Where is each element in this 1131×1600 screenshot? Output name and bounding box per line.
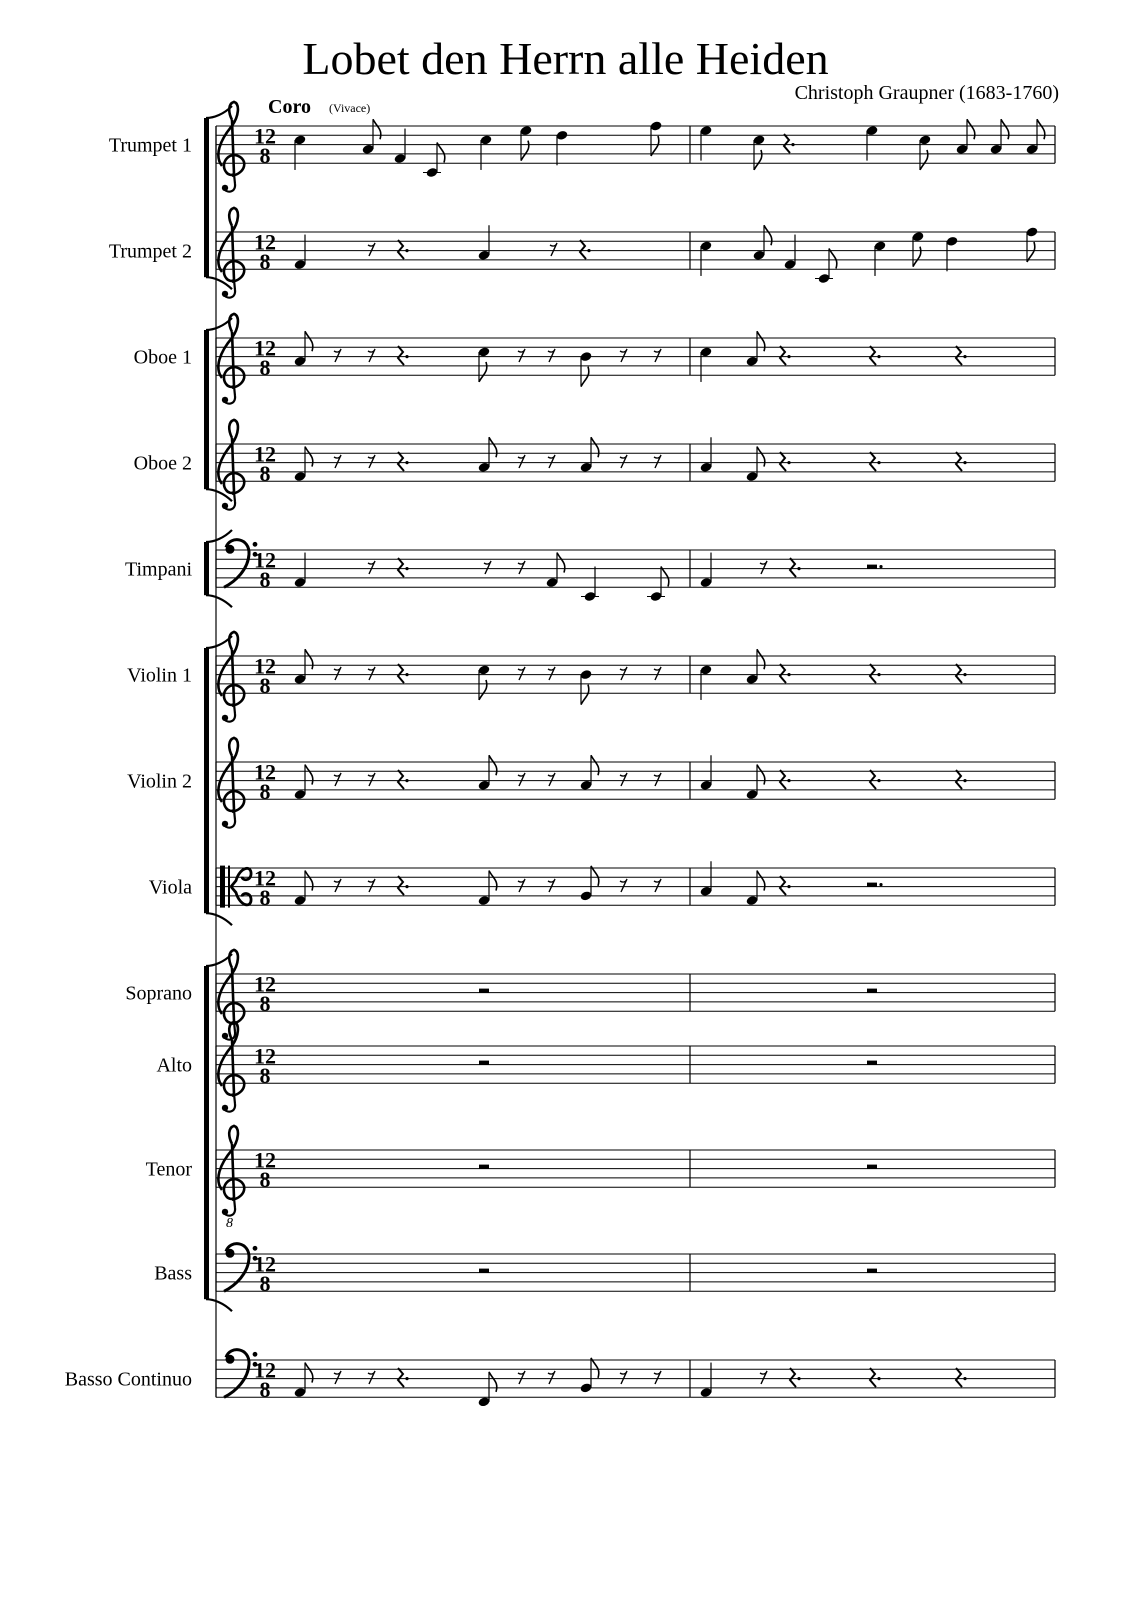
note <box>753 134 766 170</box>
eighth-rest <box>368 879 375 892</box>
eighth-rest <box>620 773 627 786</box>
quarter-rest <box>956 452 962 471</box>
note <box>956 119 975 155</box>
eighth-rest <box>518 879 525 892</box>
note <box>647 567 669 603</box>
note <box>746 871 765 907</box>
note <box>753 225 772 261</box>
time-signature-denominator: 8 <box>259 249 271 275</box>
note <box>874 240 887 276</box>
time-signature-denominator: 8 <box>259 355 271 381</box>
note <box>815 249 837 285</box>
staff <box>134 314 1055 404</box>
note <box>423 143 445 179</box>
note <box>580 351 593 387</box>
treble-clef-icon <box>218 1126 244 1216</box>
time-signature-denominator: 8 <box>259 1271 271 1297</box>
quarter-rest <box>956 664 962 683</box>
eighth-rest <box>760 1371 767 1384</box>
eighth-rest <box>368 667 375 680</box>
staff-name: Violin 2 <box>127 770 192 793</box>
quarter-rest <box>956 770 962 789</box>
eighth-rest <box>518 1371 525 1384</box>
composer-credit: Christoph Graupner (1683-1760) <box>794 82 1059 104</box>
note <box>700 755 713 791</box>
time-signature-denominator: 8 <box>259 1377 271 1403</box>
time-signature-denominator: 8 <box>259 461 271 487</box>
note <box>700 125 713 161</box>
time-signature-numerator: 12 <box>254 653 276 679</box>
staff-name: Soprano <box>125 982 192 1005</box>
treble-clef-icon <box>218 208 244 298</box>
staff <box>127 632 1055 722</box>
note <box>394 129 407 165</box>
eighth-rest <box>518 773 525 786</box>
measure-rest <box>867 1269 877 1273</box>
eighth-rest <box>548 349 555 362</box>
quarter-rest <box>780 876 786 895</box>
quarter-rest <box>398 664 404 683</box>
note <box>746 331 765 367</box>
note <box>650 120 663 156</box>
note <box>784 235 797 271</box>
eighth-rest <box>484 561 491 574</box>
half-rest <box>867 565 877 569</box>
staff-name: Alto <box>156 1054 192 1077</box>
note <box>294 134 307 170</box>
time-signature-denominator: 8 <box>259 1167 271 1193</box>
quarter-rest <box>790 1368 796 1387</box>
eighth-rest <box>654 1371 661 1384</box>
time-signature-numerator: 12 <box>254 229 276 255</box>
time-signature-denominator: 8 <box>259 779 271 805</box>
note <box>700 664 713 700</box>
eighth-rest <box>654 773 661 786</box>
eighth-rest <box>518 455 525 468</box>
eighth-rest <box>334 455 341 468</box>
time-signature-denominator: 8 <box>259 885 271 911</box>
staff-name: Violin 1 <box>127 664 192 687</box>
eighth-rest <box>620 667 627 680</box>
measure-rest <box>867 1061 877 1065</box>
note <box>294 553 307 589</box>
staff <box>65 1350 1055 1403</box>
eighth-rest <box>518 349 525 362</box>
note <box>362 119 381 155</box>
time-signature-numerator: 12 <box>254 441 276 467</box>
bass-clef-icon <box>224 1244 257 1292</box>
note <box>580 755 599 791</box>
note <box>294 331 313 367</box>
eighth-rest <box>654 349 661 362</box>
eighth-rest <box>518 561 525 574</box>
eighth-rest <box>548 455 555 468</box>
measure-rest <box>479 1061 489 1065</box>
eighth-rest <box>334 773 341 786</box>
eighth-rest <box>518 667 525 680</box>
eighth-rest <box>654 667 661 680</box>
time-signature-numerator: 12 <box>254 335 276 361</box>
quarter-rest <box>398 1368 404 1387</box>
eighth-rest <box>334 349 341 362</box>
note <box>1026 226 1039 262</box>
bass-clef-icon <box>224 1350 257 1398</box>
staves <box>65 102 1055 1402</box>
staff-name: Viola <box>148 876 192 899</box>
movement-label: Coro <box>268 96 311 118</box>
note <box>700 553 713 589</box>
staff <box>146 1126 1055 1231</box>
eighth-rest <box>368 773 375 786</box>
note <box>746 765 765 801</box>
measure-rest <box>479 989 489 993</box>
staff-name: Basso Continuo <box>64 1368 192 1391</box>
eighth-rest <box>334 667 341 680</box>
bass-clef-icon <box>224 540 257 588</box>
note <box>294 1363 313 1399</box>
staff-name: Trumpet 2 <box>108 240 192 263</box>
quarter-rest <box>398 558 404 577</box>
measure-rest <box>479 1165 489 1169</box>
note <box>700 1363 713 1399</box>
note <box>919 134 932 170</box>
time-signature-numerator: 12 <box>254 1147 276 1173</box>
eighth-rest <box>654 455 661 468</box>
note <box>990 119 1009 155</box>
treble-clef-icon <box>218 738 244 828</box>
measure-rest <box>479 1269 489 1273</box>
staff <box>134 420 1055 510</box>
note <box>478 225 491 261</box>
note <box>700 240 713 276</box>
time-signature-numerator: 12 <box>254 123 276 149</box>
quarter-rest <box>398 346 404 365</box>
staff-name: Trumpet 1 <box>108 134 192 157</box>
quarter-rest <box>780 452 786 471</box>
time-signature-denominator: 8 <box>259 567 271 593</box>
eighth-rest <box>620 349 627 362</box>
quarter-rest <box>956 1368 962 1387</box>
treble-clef-icon <box>218 314 244 404</box>
eighth-rest <box>368 1371 375 1384</box>
note <box>556 130 569 166</box>
eighth-rest <box>334 1371 341 1384</box>
quarter-rest <box>780 346 786 365</box>
score-title: Lobet den Herrn alle Heiden <box>302 33 829 84</box>
quarter-rest <box>870 346 876 365</box>
quarter-rest <box>780 664 786 683</box>
note <box>580 437 599 473</box>
eighth-rest <box>548 879 555 892</box>
note <box>294 235 307 271</box>
quarter-rest <box>870 452 876 471</box>
time-signature-denominator: 8 <box>259 991 271 1017</box>
note <box>478 871 497 907</box>
note <box>520 125 533 161</box>
eighth-rest <box>368 561 375 574</box>
note <box>581 567 599 603</box>
treble-clef-icon <box>218 420 244 510</box>
staff-name: Tenor <box>145 1158 192 1181</box>
note <box>1026 119 1045 155</box>
eighth-rest <box>368 455 375 468</box>
time-signature-denominator: 8 <box>259 143 271 169</box>
note <box>480 134 493 170</box>
quarter-rest <box>956 346 962 365</box>
measure-rest <box>867 989 877 993</box>
quarter-rest <box>780 770 786 789</box>
note <box>700 437 713 473</box>
eighth-rest <box>368 243 375 256</box>
time-signature-denominator: 8 <box>259 1063 271 1089</box>
time-signature-numerator: 12 <box>254 865 276 891</box>
quarter-rest <box>870 770 876 789</box>
staff-name: Timpani <box>124 558 192 581</box>
treble-clef-icon <box>218 632 244 722</box>
eighth-rest <box>548 773 555 786</box>
eighth-rest <box>620 1371 627 1384</box>
quarter-rest <box>870 1368 876 1387</box>
staff-name: Oboe 1 <box>133 346 192 369</box>
staff <box>109 102 1055 192</box>
time-signature-numerator: 12 <box>254 759 276 785</box>
note-events <box>294 119 1045 1407</box>
note <box>866 125 879 161</box>
note <box>700 861 713 897</box>
time-signature-denominator: 8 <box>259 673 271 699</box>
measure-rest <box>867 1165 877 1169</box>
treble-clef-icon <box>218 950 244 1040</box>
eighth-rest <box>548 1371 555 1384</box>
note <box>546 553 565 589</box>
note <box>946 236 959 272</box>
quarter-rest <box>398 770 404 789</box>
note <box>912 231 925 267</box>
staff <box>149 866 1055 911</box>
time-signature-numerator: 12 <box>254 1043 276 1069</box>
staff <box>125 540 1055 593</box>
tempo-indication: (Vivace) <box>329 101 371 115</box>
note <box>478 755 497 791</box>
staff-name: Bass <box>154 1262 192 1285</box>
eighth-rest <box>620 879 627 892</box>
note <box>478 346 491 382</box>
staff <box>154 1244 1055 1297</box>
note <box>700 346 713 382</box>
note <box>746 649 765 685</box>
eighth-rest <box>548 667 555 680</box>
note <box>294 649 313 685</box>
eighth-rest <box>620 455 627 468</box>
quarter-rest <box>790 558 796 577</box>
eighth-rest <box>550 243 557 256</box>
eighth-rest <box>654 879 661 892</box>
time-signature-numerator: 12 <box>254 547 276 573</box>
treble-clef-icon <box>218 102 244 192</box>
quarter-rest <box>398 452 404 471</box>
note <box>478 437 497 473</box>
note <box>294 765 313 801</box>
time-signature-numerator: 12 <box>254 971 276 997</box>
eighth-rest <box>760 561 767 574</box>
quarter-rest <box>398 240 404 259</box>
quarter-rest <box>870 664 876 683</box>
time-signature-numerator: 12 <box>254 1357 276 1383</box>
eighth-rest <box>334 879 341 892</box>
octave-mark: 8 <box>226 1216 233 1232</box>
half-rest <box>867 883 877 887</box>
tempo-marking <box>268 96 370 118</box>
note <box>746 447 765 483</box>
group-brackets <box>204 106 232 1397</box>
note <box>294 447 313 483</box>
note <box>294 871 313 907</box>
quarter-rest <box>784 134 790 153</box>
staff <box>125 950 1055 1040</box>
eighth-rest <box>368 349 375 362</box>
note <box>580 669 593 705</box>
quarter-rest <box>398 876 404 895</box>
time-signature-numerator: 12 <box>254 1251 276 1277</box>
note <box>478 664 491 700</box>
staff-name: Oboe 2 <box>133 452 192 475</box>
quarter-rest <box>580 240 586 259</box>
staff <box>156 1022 1055 1112</box>
note <box>478 1372 497 1408</box>
